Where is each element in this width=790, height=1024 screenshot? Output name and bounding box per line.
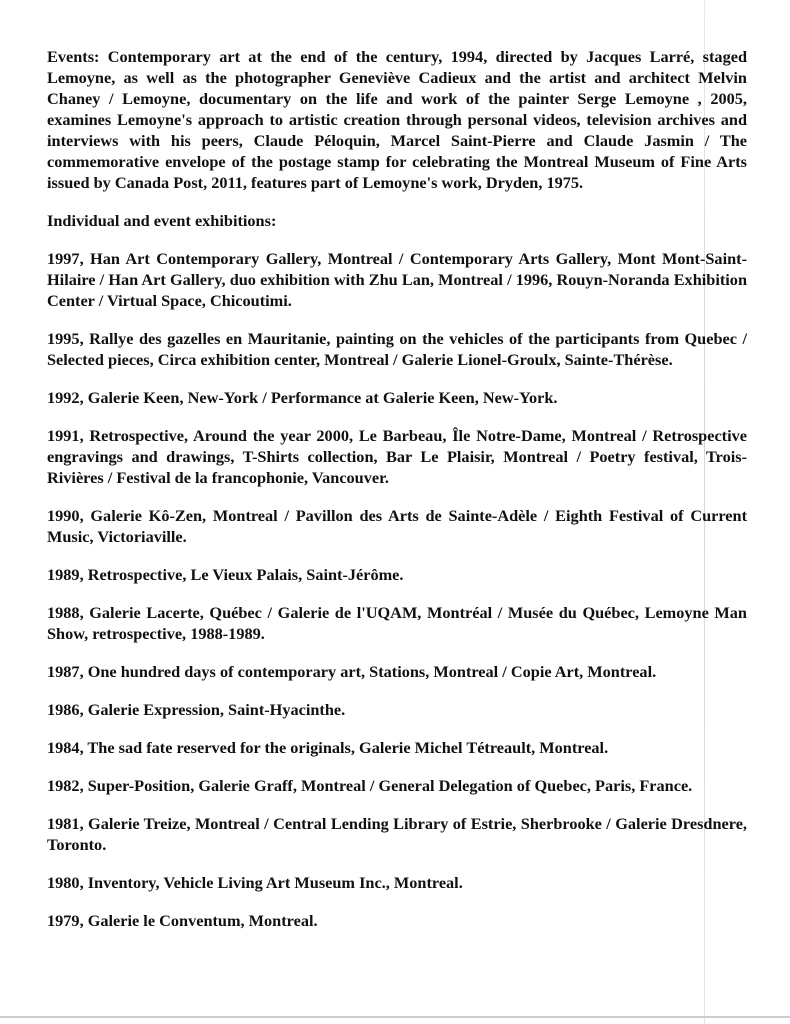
exhibition-entry-1989: 1989, Retrospective, Le Vieux Palais, Saint-Jérôme. bbox=[47, 565, 404, 584]
exhibition-entry-1991: 1991, Retrospective, Around the year 2000, Le Barbeau, Île Notre-Dame, Montreal / Retrospective engravings and drawings, T-Shirts collection, Bar Le Plaisir, Montreal / Poetry festival, Trois-Rivières / Festival de la francophonie, Vancouver. bbox=[47, 426, 747, 487]
exhibition-entry-1980: 1980, Inventory, Vehicle Living Art Museum Inc., Montreal. bbox=[47, 873, 463, 892]
exhibition-entry-1981: 1981, Galerie Treize, Montreal / Central Lending Library of Estrie, Sherbrooke / Galerie Dresdnere, Toronto. bbox=[47, 814, 747, 854]
exhibition-entry-1986: 1986, Galerie Expression, Saint-Hyacinthe. bbox=[47, 700, 346, 719]
exhibition-entry-1992: 1992, Galerie Keen, New-York / Performance at Galerie Keen, New-York. bbox=[47, 388, 558, 407]
exhibition-entry-1997: 1997, Han Art Contemporary Gallery, Montreal / Contemporary Arts Gallery, Mont Mont-Saint-Hilaire / Han Art Gallery, duo exhibition with Zhu Lan, Montreal / 1996, Rouyn-Noranda Exhibition Center / Virtual Space, Chicoutimi. bbox=[47, 249, 747, 310]
page-bottom-border bbox=[0, 1016, 790, 1018]
exhibitions-heading: Individual and event exhibitions: bbox=[47, 211, 277, 230]
exhibition-entry-1984: 1984, The sad fate reserved for the originals, Galerie Michel Tétreault, Montreal. bbox=[47, 738, 609, 757]
events-paragraph: Events: Contemporary art at the end of the century, 1994, directed by Jacques Larré, staged Lemoyne, as well as the photographer Geneviève Cadieux and the artist and architect Melvin Chaney / Lemoyne, documentary on the life and work of the painter Serge Lemoyne , 2005, examines Lemoyne's approach to artistic creation through personal videos, television archives and interviews with his peers, Claude Péloquin, Marcel Saint-Pierre and Claude Jasmin / The commemorative envelope of the postage stamp for celebrating the Montreal Museum of Fine Arts issued by Canada Post, 2011, features part of Lemoyne's work, Dryden, 1975. bbox=[47, 47, 747, 192]
exhibition-entry-1987: 1987, One hundred days of contemporary art, Stations, Montreal / Copie Art, Montreal. bbox=[47, 662, 657, 681]
exhibition-entry-1995: 1995, Rallye des gazelles en Mauritanie, painting on the vehicles of the participants from Quebec / Selected pieces, Circa exhibition center, Montreal / Galerie Lionel-Groulx, Sainte-Thérèse. bbox=[47, 329, 747, 369]
exhibition-entry-1979: 1979, Galerie le Conventum, Montreal. bbox=[47, 911, 318, 930]
exhibition-entry-1982: 1982, Super-Position, Galerie Graff, Montreal / General Delegation of Quebec, Paris, France. bbox=[47, 776, 693, 795]
exhibition-entry-1990: 1990, Galerie Kô-Zen, Montreal / Pavillon des Arts de Sainte-Adèle / Eighth Festival of Current Music, Victoriaville. bbox=[47, 506, 747, 546]
document-body bbox=[47, 46, 747, 948]
exhibition-entry-1988: 1988, Galerie Lacerte, Québec / Galerie de l'UQAM, Montréal / Musée du Québec, Lemoyne Man Show, retrospective, 1988-1989. bbox=[47, 603, 747, 643]
